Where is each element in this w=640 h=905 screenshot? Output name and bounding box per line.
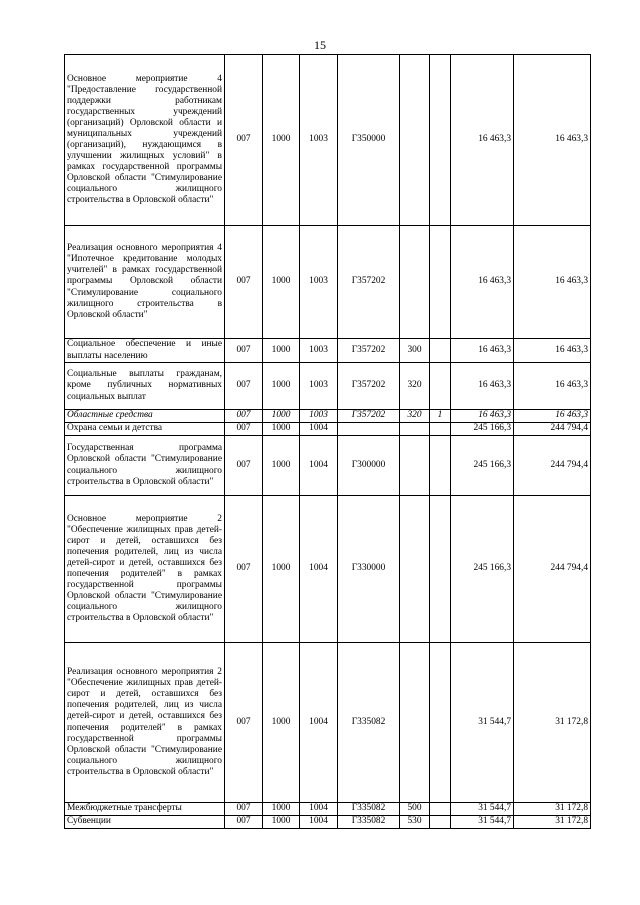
table-row — [65, 339, 591, 363]
row-sum-2: 16 463,3 — [514, 226, 591, 339]
row-target-article: Г357202 — [338, 410, 400, 423]
row-sum-2: 16 463,3 — [514, 410, 591, 423]
budget-table — [64, 54, 591, 829]
row-grbs: 007 — [225, 436, 263, 496]
row-sum-1: 31 544,7 — [451, 803, 514, 816]
row-source — [430, 363, 451, 410]
row-sum-1: 31 544,7 — [451, 816, 514, 829]
row-source — [430, 423, 451, 436]
row-target-article: Г335082 — [338, 643, 400, 803]
row-grbs: 007 — [225, 496, 263, 643]
row-grbs: 007 — [225, 643, 263, 803]
row-subsection: 1004 — [300, 496, 338, 643]
row-target-article: Г300000 — [338, 436, 400, 496]
table-row — [65, 496, 591, 643]
row-section: 1000 — [263, 55, 300, 226]
row-target-article: Г350000 — [338, 55, 400, 226]
table-row — [65, 55, 591, 226]
row-subsection: 1003 — [300, 363, 338, 410]
row-source — [430, 436, 451, 496]
row-grbs: 007 — [225, 410, 263, 423]
row-target-article: Г357202 — [338, 363, 400, 410]
row-section: 1000 — [263, 226, 300, 339]
row-subsection: 1004 — [300, 423, 338, 436]
table-row — [65, 436, 591, 496]
row-source — [430, 803, 451, 816]
row-name: Социальное обеспечение и иные выплаты населению — [65, 339, 225, 363]
row-sum-1: 245 166,3 — [451, 496, 514, 643]
row-expense-type: 530 — [400, 816, 430, 829]
page-number: 15 — [314, 38, 326, 52]
row-target-article: Г335082 — [338, 803, 400, 816]
row-grbs: 007 — [225, 803, 263, 816]
row-expense-type — [400, 643, 430, 803]
table-row — [65, 643, 591, 803]
row-source — [430, 55, 451, 226]
row-sum-2: 31 172,8 — [514, 816, 591, 829]
row-sum-1: 16 463,3 — [451, 339, 514, 363]
table-row — [65, 423, 591, 436]
row-sum-1: 31 544,7 — [451, 643, 514, 803]
row-grbs: 007 — [225, 55, 263, 226]
row-name: Реализация основного мероприятия 2 "Обеспечение жилищных прав детей-сирот и детей, оставшихся без попечения родителей, лиц из числа детей-сирот и детей, оставшихся без попечения родителей" в рамках государственной программы Орловской области "Стимулирование социального жилищного строительства в Орловской области" — [65, 643, 225, 803]
row-section: 1000 — [263, 436, 300, 496]
row-sum-2: 244 794,4 — [514, 496, 591, 643]
row-sum-1: 16 463,3 — [451, 410, 514, 423]
row-sum-2: 16 463,3 — [514, 363, 591, 410]
row-subsection: 1004 — [300, 643, 338, 803]
row-sum-2: 31 172,8 — [514, 803, 591, 816]
row-name: Основное мероприятие 2 "Обеспечение жилищных прав детей-сирот и детей, оставшихся без попечения родителей, лиц из числа детей-сирот и детей, оставшихся без попечения родителей" в рамках государственной программы Орловской области "Стимулирование социального жилищного строительства в Орловской области" — [65, 496, 225, 643]
row-expense-type: 300 — [400, 339, 430, 363]
row-expense-type — [400, 423, 430, 436]
row-name: Межбюджетные трансферты — [65, 803, 225, 816]
row-section: 1000 — [263, 803, 300, 816]
row-source — [430, 226, 451, 339]
table-row — [65, 803, 591, 816]
row-subsection: 1003 — [300, 410, 338, 423]
row-source — [430, 643, 451, 803]
table-row — [65, 816, 591, 829]
row-section: 1000 — [263, 816, 300, 829]
row-expense-type — [400, 55, 430, 226]
row-target-article: Г357202 — [338, 226, 400, 339]
row-subsection: 1004 — [300, 816, 338, 829]
row-section: 1000 — [263, 363, 300, 410]
row-subsection: 1003 — [300, 55, 338, 226]
table-row — [65, 363, 591, 410]
row-sum-1: 16 463,3 — [451, 55, 514, 226]
row-section: 1000 — [263, 339, 300, 363]
row-section: 1000 — [263, 643, 300, 803]
row-subsection: 1004 — [300, 436, 338, 496]
row-expense-type — [400, 226, 430, 339]
row-subsection: 1004 — [300, 803, 338, 816]
row-grbs: 007 — [225, 363, 263, 410]
row-subsection: 1003 — [300, 339, 338, 363]
table-row — [65, 226, 591, 339]
row-source — [430, 496, 451, 643]
row-sum-2: 16 463,3 — [514, 55, 591, 226]
row-sum-1: 245 166,3 — [451, 436, 514, 496]
row-sum-1: 16 463,3 — [451, 226, 514, 339]
row-sum-1: 16 463,3 — [451, 363, 514, 410]
row-grbs: 007 — [225, 423, 263, 436]
row-sum-2: 244 794,4 — [514, 436, 591, 496]
row-source: 1 — [430, 410, 451, 423]
row-sum-1: 245 166,3 — [451, 423, 514, 436]
row-subsection: 1003 — [300, 226, 338, 339]
row-expense-type — [400, 496, 430, 643]
row-name: Субвенции — [65, 816, 225, 829]
row-sum-2: 31 172,8 — [514, 643, 591, 803]
row-section: 1000 — [263, 410, 300, 423]
row-grbs: 007 — [225, 339, 263, 363]
row-target-article: Г330000 — [338, 496, 400, 643]
row-target-article: Г335082 — [338, 816, 400, 829]
row-source — [430, 816, 451, 829]
row-name: Реализация основного мероприятия 4 "Ипотечное кредитование молодых учителей" в рамках государственной программы Орловской области "Стимулирование социального жилищного строительства в Орловской области" — [65, 226, 225, 339]
row-section: 1000 — [263, 423, 300, 436]
row-target-article — [338, 423, 400, 436]
row-grbs: 007 — [225, 226, 263, 339]
row-expense-type: 320 — [400, 410, 430, 423]
row-section: 1000 — [263, 496, 300, 643]
table-row — [65, 410, 591, 423]
row-sum-2: 244 794,4 — [514, 423, 591, 436]
row-name: Областные средства — [65, 410, 225, 423]
row-name: Государственная программа Орловской области "Стимулирование социального жилищного строительства в Орловской области" — [65, 436, 225, 496]
row-expense-type: 320 — [400, 363, 430, 410]
row-name: Основное мероприятие 4 "Предоставление государственной поддержки работникам государственных учреждений (организаций) Орловской области и муниципальных учреждений (организаций), нуждающимся в улучшении жилищных условий" в рамках государственной программы Орловской области "Стимулирование социального жилищного строительства в Орловской области" — [65, 55, 225, 226]
row-sum-2: 16 463,3 — [514, 339, 591, 363]
row-expense-type: 500 — [400, 803, 430, 816]
row-grbs: 007 — [225, 816, 263, 829]
row-name: Социальные выплаты гражданам, кроме публичных нормативных социальных выплат — [65, 363, 225, 410]
row-name: Охрана семьи и детства — [65, 423, 225, 436]
row-source — [430, 339, 451, 363]
row-expense-type — [400, 436, 430, 496]
row-target-article: Г357202 — [338, 339, 400, 363]
